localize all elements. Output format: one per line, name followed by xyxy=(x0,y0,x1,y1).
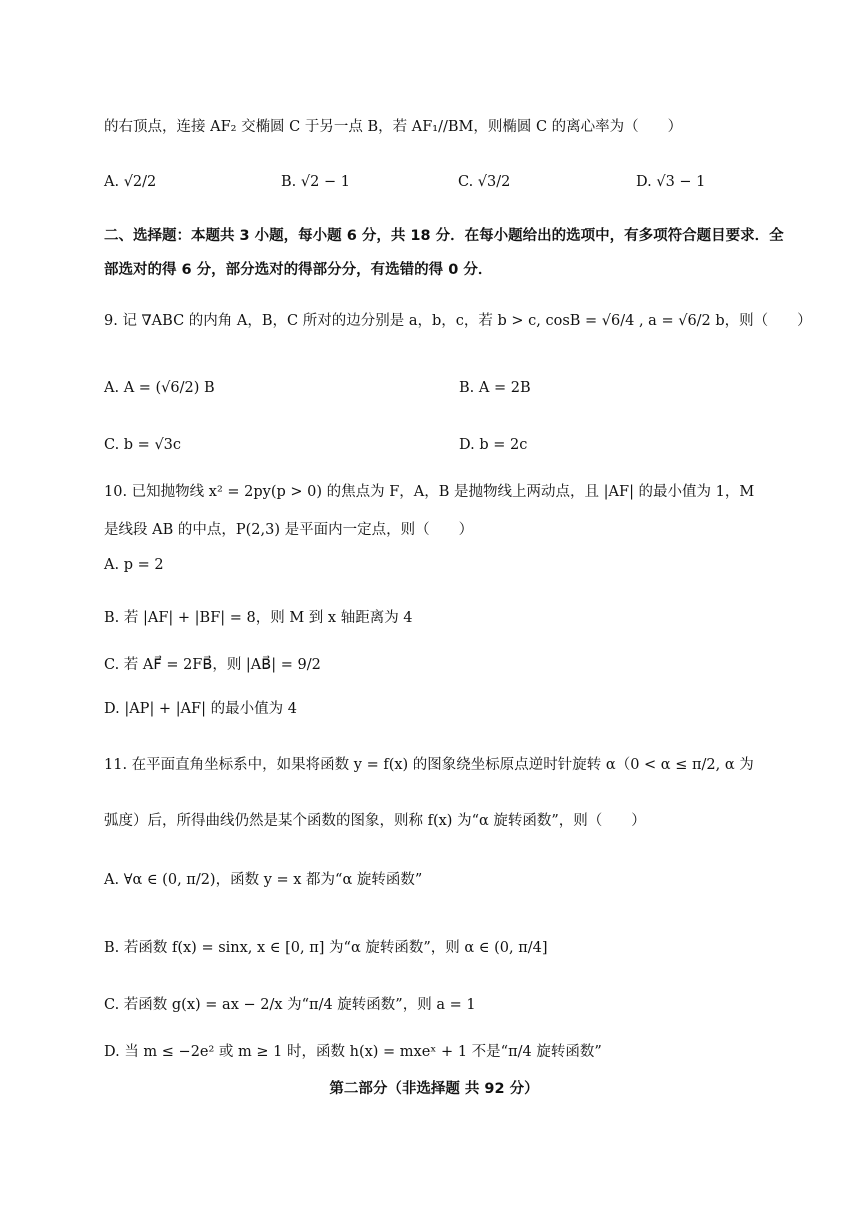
q8-option-d: D. √3 − 1 xyxy=(636,174,706,190)
q10-stem-line2: 是线段 AB 的中点，P(2,3) 是平面内一定点，则（ ） xyxy=(104,522,474,538)
q9-stem: 9. 记 ∇ABC 的内角 A，B，C 所对的边分别是 a，b，c，若 b > c, cosB = √6/4 , a = √6/2 b，则（ ） xyxy=(104,313,812,329)
q10-option-d: D. |AP| + |AF| 的最小值为 4 xyxy=(104,701,297,717)
q9-option-d: D. b = 2c xyxy=(459,437,528,453)
q10-option-c: C. 若 AF⃗ = 2FB⃗，则 |AB⃗| = 9/2 xyxy=(104,657,321,673)
q11-option-c: C. 若函数 g(x) = ax − 2/x 为“π/4 旋转函数”，则 a = 1 xyxy=(104,997,476,1013)
q11-option-a: A. ∀α ∈ (0, π/2)，函数 y = x 都为“α 旋转函数” xyxy=(104,872,423,888)
q10-option-b: B. 若 |AF| + |BF| = 8，则 M 到 x 轴距离为 4 xyxy=(104,610,413,626)
q8-stem-tail: 的右顶点，连接 AF₂ 交椭圆 C 于另一点 B，若 AF₁//BM，则椭圆 C 的离心率为（ ） xyxy=(104,119,683,135)
q10-option-a: A. p = 2 xyxy=(104,557,164,573)
q9-option-c: C. b = √3c xyxy=(104,437,182,453)
q11-stem-line1: 11. 在平面直角坐标系中，如果将函数 y = f(x) 的图象绕坐标原点逆时针旋转 α（0 < α ≤ π/2, α 为 xyxy=(104,757,754,773)
section2-heading-line1: 二、选择题：本题共 3 小题，每小题 6 分，共 18 分．在每小题给出的选项中，有多项符合题目要求．全 xyxy=(104,228,784,244)
section2-heading-line2: 部选对的得 6 分，部分选对的得部分分，有选错的得 0 分． xyxy=(104,262,493,278)
q11-option-b: B. 若函数 f(x) = sinx, x ∈ [0, π] 为“α 旋转函数”，则 α ∈ (0, π/4] xyxy=(104,940,548,956)
q8-option-c: C. √3/2 xyxy=(458,174,511,190)
q8-option-b: B. √2 − 1 xyxy=(281,174,350,190)
q11-option-d: D. 当 m ≤ −2e² 或 m ≥ 1 时，函数 h(x) = mxeˣ + 1 不是“π/4 旋转函数” xyxy=(104,1044,602,1060)
q9-option-a: A. A = (√6/2) B xyxy=(104,380,215,396)
q9-option-b: B. A = 2B xyxy=(459,380,531,396)
q10-stem-line1: 10. 已知抛物线 x² = 2py(p > 0) 的焦点为 F，A，B 是抛物线上两动点，且 |AF| 的最小值为 1，M xyxy=(104,484,755,500)
part2-title: 第二部分（非选择题 共 92 分） xyxy=(329,1081,539,1097)
q11-stem-line2: 弧度）后，所得曲线仍然是某个函数的图象，则称 f(x) 为“α 旋转函数”，则（ ） xyxy=(104,813,646,829)
q8-option-a: A. √2/2 xyxy=(104,174,157,190)
